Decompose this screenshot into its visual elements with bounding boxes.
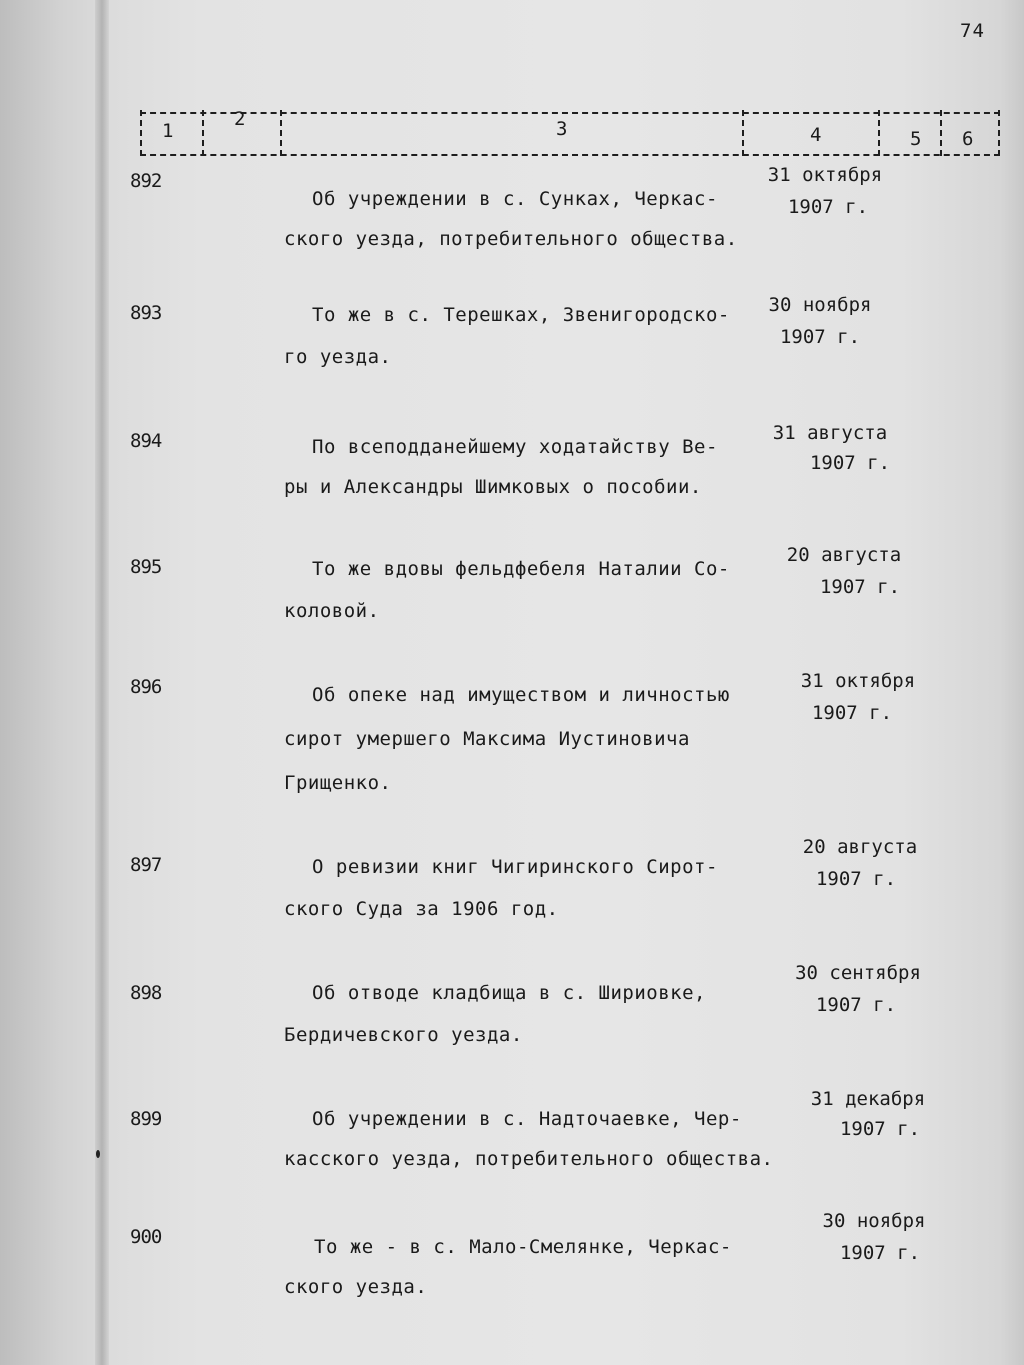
entry-text-line: ского уезда.: [284, 1276, 428, 1298]
entry-text-line: Бердичевского уезда.: [284, 1024, 523, 1046]
entry-text-line: сирот умершего Максима Иустиновича: [284, 728, 690, 750]
entry-number: 892: [130, 170, 162, 192]
entry-date-year: 1907 г.: [815, 868, 897, 890]
entry-date-year: 1907 г.: [839, 1242, 921, 1264]
entry-date-year: 1907 г.: [787, 196, 869, 218]
entry-date-day-month: 31 октября: [800, 670, 916, 692]
entry-text-line: То же вдовы фельдфебеля Наталии Со-: [312, 558, 730, 580]
header-divider: [940, 110, 942, 156]
header-divider: [742, 110, 744, 156]
entry-number: 897: [130, 854, 162, 876]
entry-number: 895: [130, 556, 162, 578]
entry-date-year: 1907 г.: [811, 702, 893, 724]
header-top-rule: [140, 112, 1000, 114]
entry-text-line: Об учреждении в с. Сунках, Черкас-: [312, 188, 718, 210]
entry-number: 896: [130, 676, 162, 698]
entry-number: 894: [130, 430, 162, 452]
column-label-5: 5: [910, 128, 922, 150]
entry-text-line: коловой.: [284, 600, 380, 622]
header-divider: [998, 110, 1000, 156]
entry-text-line: ского Суда за 1906 год.: [284, 898, 559, 920]
entry-date-day-month: 20 августа: [786, 544, 902, 566]
entry-text-line: По всеподданейшему ходатайству Ве-: [312, 436, 718, 458]
entry-text-line: ского уезда, потребительного общества.: [284, 228, 738, 250]
entry-date-day-month: 20 августа: [802, 836, 918, 858]
column-label-2: 2: [234, 108, 246, 130]
entry-number: 893: [130, 302, 162, 324]
column-label-4: 4: [810, 124, 822, 146]
binding-shadow: [95, 0, 109, 1365]
entry-date-day-month: 30 сентября: [795, 962, 921, 984]
entry-text-line: О ревизии книг Чигиринского Сирот-: [312, 856, 718, 878]
entry-date-year: 1907 г.: [819, 576, 901, 598]
header-divider: [140, 110, 142, 156]
column-header-table: [140, 104, 1000, 160]
column-label-3: 3: [556, 118, 568, 140]
entry-text-line: Об отводе кладбища в с. Шириовке,: [312, 982, 706, 1004]
page-number: 74: [960, 20, 985, 42]
entry-number: 900: [130, 1226, 162, 1248]
entry-number: 899: [130, 1108, 162, 1130]
entry-text-line: Об опеке над имуществом и личностью: [312, 684, 730, 706]
header-divider: [878, 110, 880, 156]
header-divider: [202, 110, 204, 156]
entry-date-year: 1907 г.: [815, 994, 897, 1016]
entry-date-year: 1907 г.: [779, 326, 861, 348]
column-label-1: 1: [162, 120, 174, 142]
entry-date-day-month: 31 декабря: [810, 1088, 926, 1110]
header-divider: [280, 110, 282, 156]
entry-text-line: Об учреждении в с. Надточаевке, Чер-: [312, 1108, 742, 1130]
entry-text-line: То же - в с. Мало-Смелянке, Черкас-: [314, 1236, 732, 1258]
entry-date-day-month: 30 ноября: [822, 1210, 926, 1232]
entry-number: 898: [130, 982, 162, 1004]
entry-date-day-month: 31 октября: [767, 164, 883, 186]
column-label-6: 6: [962, 128, 974, 150]
header-bottom-rule: [140, 154, 1000, 156]
entry-text-line: Грищенко.: [284, 772, 392, 794]
entry-date-day-month: 31 августа: [772, 422, 888, 444]
entry-date-day-month: 30 ноября: [768, 294, 872, 316]
entry-text-line: касского уезда, потребительного общества.: [284, 1148, 774, 1170]
entry-text-line: То же в с. Терешках, Звенигородско-: [312, 304, 730, 326]
entry-date-year: 1907 г.: [839, 1118, 921, 1140]
margin-speck: [96, 1150, 100, 1158]
entry-text-line: ры и Александры Шимковых о пособии.: [284, 476, 702, 498]
entry-text-line: го уезда.: [284, 346, 392, 368]
entry-date-year: 1907 г.: [809, 452, 891, 474]
